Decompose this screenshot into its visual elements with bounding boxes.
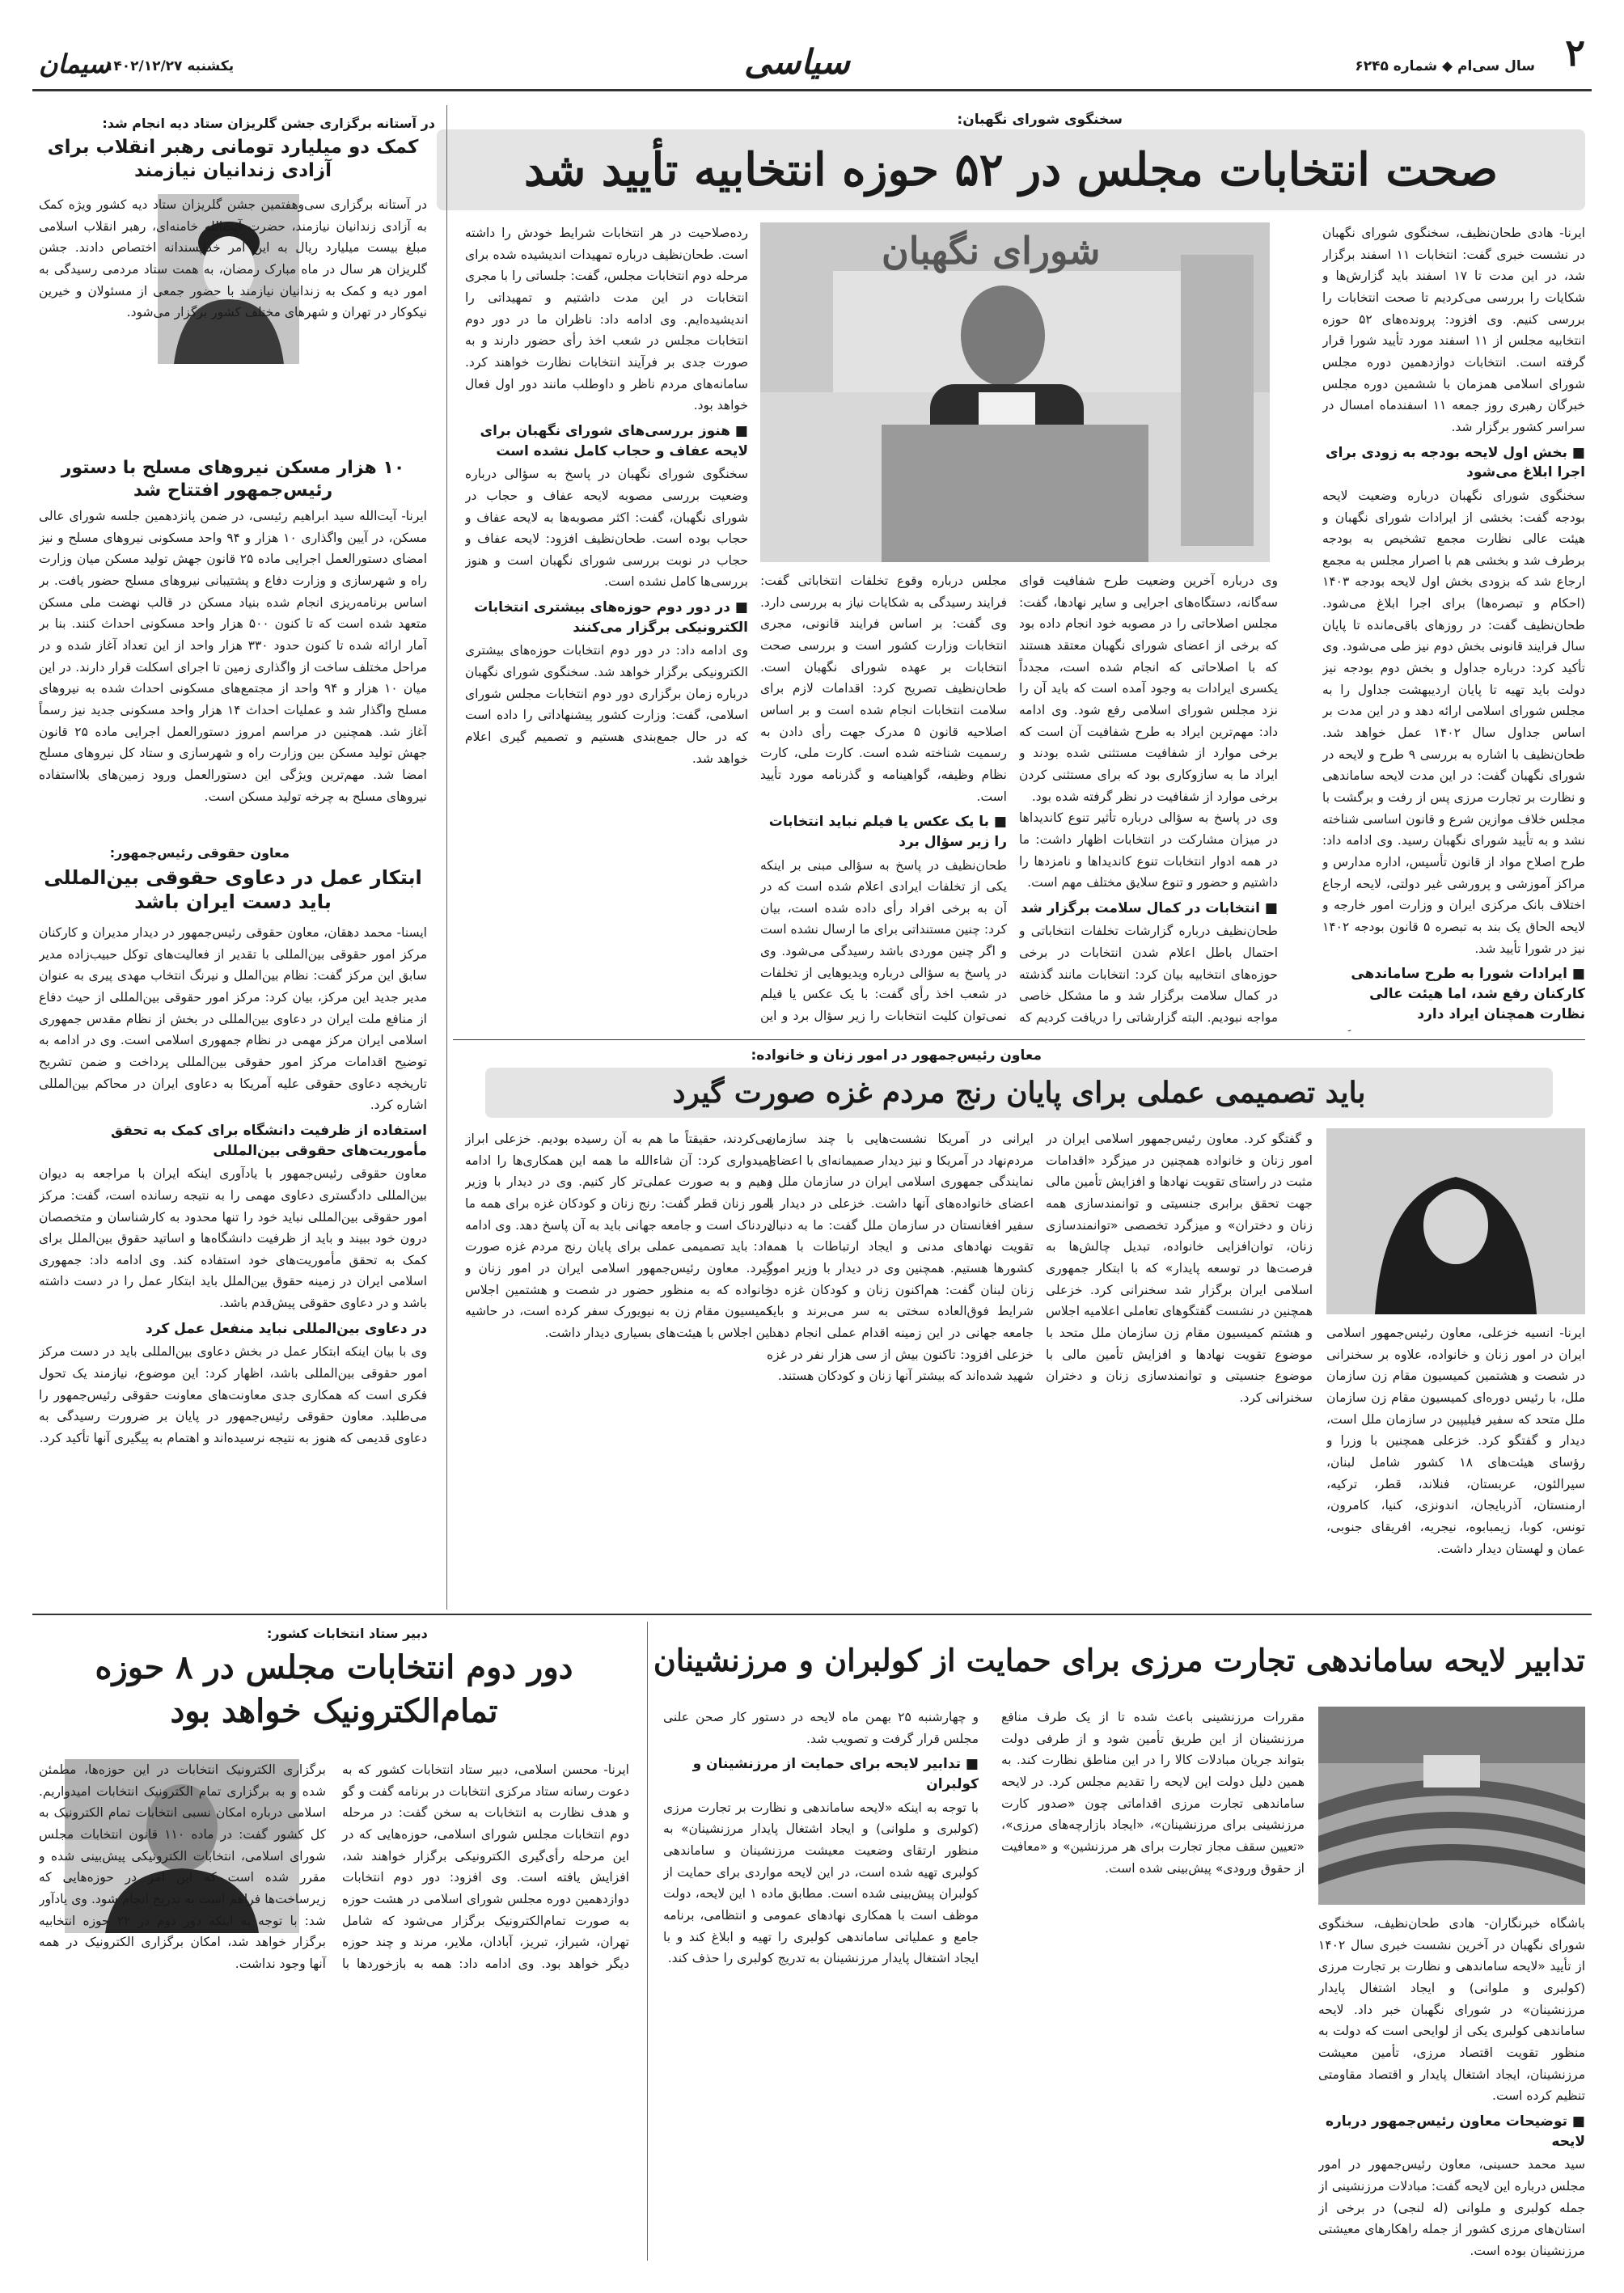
left-mid-headline: ابتکار عمل در دعاوی حقوقی بین‌المللی باید دست ایران باشد	[44, 866, 422, 913]
left-bottom-kicker: دبیر ستاد انتخابات کشور:	[267, 1626, 428, 1641]
women-story-top-rule	[453, 1039, 1585, 1040]
main-col1-text-3	[1322, 1026, 1585, 1031]
main-kicker: سخنگوی شورای نگهبان:	[957, 112, 1123, 128]
main-column-4	[465, 222, 748, 1031]
bottom-right-headline: تدابیر لایحه ساماندهی تجارت مرزی برای حمایت از کولبران و مرزنشینان	[653, 1642, 1585, 1678]
issue-info: سال سی‌ام ◆ شماره ۶۲۴۵	[1355, 58, 1535, 74]
parliament-photo-illustration	[1318, 1707, 1585, 1905]
main-col3-subhead-1-text: با یک عکس یا فیلم نباید انتخابات را زیر سؤال برد	[768, 814, 1007, 850]
left-bottom-body: ایرنا- محسن اسلامی، دبیر ستاد انتخابات کشور که به دعوت رسانه ستاد مرکزی انتخابات در برنامه گفت و گو و هدف نظارت به انتخابات به سخن گفت: در مرحله دوم انتخابات مجلس شورای اسلامی، حوزه‌هایی که در این مرحله رأی‌گیری الکترونیکی برگزار خواهند شد، افزایش یافته است. وی افزود: دور دوم انتخابات دوازدهمین دوره مجلس شورای اسلامی در هشت حوزه به صورت تمام‌الکترونیک برگزار می‌شود که شامل تهران، شیراز، تبریز، آبادان، ملایر، مرند و چند حوزه دیگر خواهد بود. وی ادامه داد: همه به بازخوردها با برگزاری الکترونیک انتخابات در این حوزه‌ها، مطمئن شده و به برگزاری تمام الکترونیک انتخابات امیدواریم. اسلامی درباره امکان نسبی انتخابات تمام الکترونیک به کل کشور گفت: در ماده ۱۱۰ قانون انتخابات مجلس شورای اسلامی، انتخابات الکترونیکی پیش‌بینی شده و مقرر شده است که این امر در حوزه‌هایی که زیرساخت‌ها فراهم است به تدریج انجام شود. وی یادآور شد: با توجه به اینکه دور دوم در ۲۲ حوزه انتخابیه برگزار خواهد شد، امکان برگزاری الکترونیک در همه آنها وجود نداشت.	[39, 1762, 629, 1971]
bottom-right-col1-text: مقررات مرزنشینی باعث شده تا از یک طرف منافع مرزنشینان از این طریق تأمین شود و از طرفی دولت بتواند جریان مبادلات کالا را در این مناطق نظارت کند. به همین دلیل دولت این لایحه را تقدیم مجلس کرد. در لایحه ساماندهی تجارت مرزی اقداماتی چون «صدور کارت مرزنشینی برای مرزنشینان»، «ایجاد بازارچه‌های مرزی»، «تعیین سقف مجاز تجارت برای هر مرزنشین» و «معافیت از حقوق ورودی» پیش‌بینی شده است.	[1001, 1710, 1305, 1876]
main-headline: صحت انتخابات مجلس در ۵۲ حوزه انتخابیه تأیید شد	[523, 143, 1499, 197]
header-rule	[32, 89, 1592, 91]
women-col-1	[1046, 1128, 1313, 1601]
main-column-2	[1019, 570, 1278, 1031]
left-bottom-body-block	[39, 1759, 629, 2261]
parliament-subcaption: ■ توضیحات معاون رئیس‌جمهور درباره لایحه	[1325, 2113, 1585, 2150]
women-col3-text: می‌کردند، حقیقتاً ما هم به آن رسیده بودیم. خزعلی ابراز امیدواری کرد: آن شاءالله ما همه این همکاری‌ها را ادامه دهیم و به صورت عملی‌تر کار کنیم. وی در دیدار با وزیر امور زنان قطر گفت: رنج زنان و کودکان غزه برای همه ما دردناک است و جامعه جهانی باید به آن پاسخ دهد. وی ادامه داد: باید تصمیمی عملی برای پایان رنج مردم غزه صورت گیرد. معاون رئیس‌جمهور اسلامی ایران در امور زنان و خانواده که به منظور حضور در شصت و هشتمین اجلاس کمیسیون مقام زن به نیویورک سفر کرده است، در حاشیه این اجلاس با هیئت‌های بسیاری دیدار داشت.	[465, 1132, 772, 1340]
main-col4-text-3: وی ادامه داد: در دور دوم انتخابات حوزه‌های بیشتری الکترونیکی برگزار خواهد شد. سخنگوی شورای نگهبان درباره زمان برگزاری دور دوم انتخابات مجلس شورای اسلامی، گفت: وزارت کشور پیشنهاداتی را داده است که در حال جمع‌بندی هستیم و تصمیم گیری اعلام خواهد شد.	[465, 643, 748, 766]
left-top-body-2: ایرنا- آیت‌الله سید ابراهیم رئیسی، در ضمن پانزدهمین جلسه شورای عالی مسکن، در آیین واگذاری ۱۰ هزار و ۹۴ واحد مسکونی نیروهای مسلح و نیز امضای دستورالعمل اجرایی ماده ۲۵ قانون جهش تولید مسکن میان وزارت راه و شهرسازی و وزارت دفاع و پشتیبانی نیروهای مسلح حضور یافت. بر اساس برنامه‌ریزی انجام شده بنیاد مسکن در قالب نهضت ملی مسکن متعهد شده است که تا کنون ۵۰۰ هزار واحد مسکونی احداث کنند. بنا بر آمار ارائه شده تا کنون حدود ۳۳۰ هزار واحد از این تعداد آغاز شده و در مراحل مختلف ساخت از واگذاری زمین تا اجرای اسکلت قرار دارند. در این میان ۱۰ هزار و ۹۴ واحد از مجتمع‌های مسکونی احداث شده به نیروهای مسلح واگذار شد و عملیات احداث ۱۴ هزار واحد مسکونی جدید نیز رسماً آغاز شد. همچنین در مراسم امروز دستورالعمل اجرایی ماده ۲۵ قانون جهش تولید مسکن بین وزارت راه و شهرسازی و ستاد کل نیروهای مسلح امضا شد. مهم‌ترین ویژگی این دستورالعمل ورود زمین‌های بلااستفاده نیروهای مسلح به چرخه تولید مسکن است.	[39, 509, 427, 804]
bottom-section-rule	[32, 1614, 1592, 1615]
bottom-column-divider	[647, 1622, 648, 2261]
left-top-kicker: در آستانه برگزاری جشن گلریزان ستاد دیه انجام شد:	[102, 116, 435, 131]
main-col2-text-3: طحان‌نظیف درباره گزارشات تخلفات انتخاباتی و احتمال باطل اعلام شدن انتخابات در برخی حوزه‌های انتخابیه بیان کرد: انتخابات مانند گذشته در کمال سلامت برگزار شد و ما مشکل خاصی مواجه نبودیم. البته گزارشاتی را دریافت کردیم که	[1019, 924, 1278, 1026]
main-col1-subhead-1-text: بخش اول لایحه بودجه به زودی برای اجرا ابلاغ می‌شود	[1326, 444, 1585, 481]
bottom-right-col2-body: با توجه به اینکه «لایحه ساماندهی و نظارت بر تجارت مرزی (کولبری و ملوانی) و ایجاد اشتغال پایدار مرزنشینان» به منظور ارتقای وضعیت معیشت مرزنشینان و ساماندهی کولبری تهیه شده است، در این لایحه مواردی برای حمایت از کولبران پیش‌بینی شده است. مطابق ماده ۱ این لایحه، دولت موظف است با همکاری نهادهای عمومی و انتظامی، برنامه جامع و عملیاتی ساماندهی کولبری را تهیه و ابلاغ کند و با ایجاد اشتغال پایدار مرزنشینان به تدریج کولبری را حذف کند.	[663, 1800, 979, 1966]
main-col3-text: مجلس درباره وقوع تخلفات انتخاباتی گفت: فرایند رسیدگی به شکایات نیاز به بررسی دارد. وی گفت: بر اساس فرایند قانونی، مجری انتخابات وزارت کشور است و بررسی صحت انتخابات بر عهده شورای نگهبان است. طحان‌نظیف تصریح کرد: اقدامات لازم برای سلامت انتخابات انجام شده است و بر اساس اصلاحیه قانون ۵ مدرک جهت رأی دادن به رسمیت شناخته شده است. کارت ملی، کارت نظام وظیفه، گواهینامه و گذرنامه مورد تأیید است.	[760, 573, 1007, 804]
main-column-1	[1322, 222, 1585, 1031]
page-number: ۲	[1565, 31, 1585, 74]
left-top-body: در آستانه برگزاری سی‌وهفتمین جشن گلریزان ستاد دیه کشور ویژه کمک به آزادی زندانیان نیازمند، حضرت آیت‌الله خامنه‌ای، رهبر انقلاب اسلامی مبلغ بیست میلیارد ریال به این امر خداپسندانه اختصاص دادند. جشن گلریزان هر سال در ماه مبارک رمضان، به همت ستاد مردمی رسیدگی به امور دیه و کمک به زندانیان نیازمند با حضور جمعی از مسئولان و خیرین نیکوکار در تهران و شهرهای مختلف کشور برگزار می‌شود.	[39, 197, 427, 320]
left-top-body-2-block	[39, 506, 427, 825]
parliament-caption-block	[1318, 1913, 1585, 2261]
main-col4-subhead-2: ■ در دور دوم حوزه‌های بیشتری انتخابات الکترونیکی برگزار می‌کنند	[474, 599, 748, 636]
women-kicker: معاون رئیس‌جمهور در امور زنان و خانواده:	[751, 1047, 1042, 1064]
spokesman-photo-illustration	[760, 222, 1270, 562]
main-column-3	[760, 570, 1007, 1031]
main-col4-subhead-1-text: هنوز بررسی‌های شورای نگهبان برای لایحه عفاف و حجاب کامل نشده است	[480, 422, 748, 459]
main-col2-subhead-1: ■ انتخابات در کمال سلامت برگزار شد	[1021, 899, 1278, 916]
spokesman-photo	[760, 222, 1270, 562]
khazali-photo	[1326, 1128, 1585, 1314]
column-divider	[446, 105, 447, 1610]
main-col4-text: رده‌صلاحیت در هر انتخابات شرایط خودش را داشته است. طحان‌نظیف درباره تمهیدات اندیشیده شده برای مرحله دوم انتخابات مجلس، گفت: جلساتی را با مجری انتخابات در این مدت داشتیم و تمهیداتی را اندیشیده‌ایم. وی ادامه داد: ناظران ما در دور دوم انتخابات مجلس در شعب اخذ رأی حضور دارند و به صورت جدی بر فرآیند انتخابات نظارت خواهند کرد. سامانه‌های مردم ناظر و داوطلب مانند دور اول فعال خواهد بود.	[465, 226, 748, 413]
issue-date: یکشنبه ۱۴۰۲/۱۲/۲۷	[105, 58, 235, 74]
women-col-2	[767, 1128, 1034, 1601]
main-col3-subhead-1: ■ با یک عکس یا فیلم نباید انتخابات را زیر سؤال برد	[768, 814, 1007, 850]
left-mid-body: ایسنا- محمد دهقان، معاون حقوقی رئیس‌جمهور در دیدار مدیران و کارکنان مرکز امور حقوقی بین‌المللی با تقدیر از فعالیت‌های توکل حبیب‌زاده مدیر سابق این مرکز گفت: نظام بین‌الملل و نیرنگ انتخاب مهدی پیری به عنوان مدیر جدید این مرکز، بیان کرد: مرکز امور حقوقی بین‌المللی از حیث دفاع از منافع ملت ایران در دعاوی بین‌المللی در بخش از نظام مقدس جمهوری اسلامی ایران مرکز مهمی در نظام جمهوری اسلامی است. وی در ادامه به توضیح اقدامات مرکز امور حقوقی بین‌المللی پرداخت و ضمن تشریح تاریخچه دعاوی حقوقی علیه آمریکا به دعاوی ایران در محاکم بین‌المللی اشاره کرد.	[39, 925, 427, 1113]
left-bottom-headline: دور دوم انتخابات مجلس در ۸ حوزه تمام‌الکترونیک خواهد بود	[95, 1648, 573, 1730]
main-col2-text: وی درباره آخرین وضعیت طرح شفافیت قوای سه‌گانه، دستگاه‌های اجرایی و سایر نهادها، گفت: مجلس اصلاحاتی را در مصوبه خود انجام داده بود که برخی از اعضای شورای نگهبان معتقد هستند که با اصلاحاتی که انجام شده است، مجدداً یکسری ایرادات به وجود آمده است که باید آن را نزد مجلس شورای اسلامی رفع شود. وی ادامه داد: مهم‌ترین ایراد به طرح شفافیت آن است که برخی موارد از شفافیت مستثنی شده بودند و ایراد ما به سازوکاری بود که برای مستثنی کردن برخی موارد از شفافیت در نظر گرفته شده بود.	[1019, 573, 1278, 804]
parliament-subcaption-text: توضیحات معاون رئیس‌جمهور درباره لایحه	[1325, 2113, 1585, 2150]
parliament-caption-2: سید محمد حسینی، معاون رئیس‌جمهور در امور مجلس درباره این لایحه گفت: مبادلات مرزنشینی از جمله کولبری و ملوانی (له لنجی) در برخی از استان‌های مرزی کشور از جمله راهکارهای معیشتی مرزنشینان بوده است.	[1318, 2157, 1585, 2258]
women-headline-bar	[485, 1068, 1553, 1118]
main-col2-text-2: وی در پاسخ به سؤالی درباره تأثیر تنوع کاندیداها در میزان مشارکت در انتخابات اظهار داشت: ما در همه ادوار انتخابات تنوع کاندیداها و نامزدها را داشتیم و حضور و تنوع سلایق مختلف مهم است.	[1019, 810, 1278, 891]
photo-wall-text: شورای نگهبان	[882, 229, 1101, 273]
section-title: سیاسی	[744, 42, 850, 82]
left-mid-subhead-1: استفاده از ظرفیت دانشگاه برای کمک به تحقق مأموریت‌های حقوقی بین‌المللی	[110, 1122, 427, 1159]
left-mid-kicker: معاون حقوقی رئیس‌جمهور:	[109, 845, 290, 861]
left-mid-body-3: وی با بیان اینکه ابتکار عمل در بخش دعاوی بین‌المللی باید در دست مرکز امور حقوقی بین‌المللی باشد، اظهار کرد: این موضوع، نیازمند یک تحول فکری است که همکاری جدی معاونت‌های معاونت حقوقی رئیس‌جمهور را می‌طلبد. معاون حقوقی رئیس‌جمهور در پایان بر ضرورت رسیدگی به دعاوی قدیمی که هنوز به نتیجه نرسیده‌اند و اهتمام به پیگیری آنها تأکید کرد.	[39, 1344, 427, 1446]
left-mid-subhead-2: در دعاوی بین‌المللی نباید منفعل عمل کرد	[146, 1320, 427, 1337]
parliament-photo	[1318, 1707, 1585, 1905]
women-col2-text: ایرانی در آمریکا نشست‌هایی با چند سازمان مردم‌نهاد در آمریکا و نیز دیدار صمیمانه‌ای با اعضای نمایندگی جمهوری اسلامی ایران در سازمان ملل و اعضای خانواده‌های آنها داشت. خزعلی در دیدار با سفیر افغانستان در سازمان ملل گفت: ما به دنبال تقویت نهادهای مدنی و ایجاد ارتباطات با همه کشورها هستیم. همچنین وی در دیدار با وزیر امور زنان لبنان گفت: هم‌اکنون زنان و کودکان غزه در شرایط فوق‌العاده سختی به سر می‌برند و باید جامعه جهانی در این زمینه اقدام عملی انجام دهد. خزعلی افزود: تاکنون بیش از سی هزار نفر در غزه شهید شده‌اند که بیشتر آنها زنان و کودکان هستند.	[767, 1132, 1034, 1384]
khazali-photo-illustration	[1326, 1128, 1585, 1314]
main-col3-text-2: طحان‌نظیف در پاسخ به سؤالی مبنی بر اینکه یکی از تخلفات ایرادی اعلام شده است که در آن به برخی افراد رأی داده شده است، بیان کرد: چنین مستنداتی برای ما ارسال نشده است و اگر چنین موردی باشد رسیدگی می‌شود. وی در پاسخ به سؤالی درباره ویدیوهایی از تخلفات در شعب اخذ رأی گفت: با یک عکس یا فیلم نمی‌توان کلیت انتخابات را زیر سؤال برد و این	[760, 857, 1007, 1024]
bottom-right-col2-subhead-text: تدابیر لایحه برای حمایت از مرزنشینان و کولبران	[692, 1756, 979, 1792]
khazali-caption-block	[1326, 1322, 1585, 1601]
main-col4-subhead-1: ■ هنوز بررسی‌های شورای نگهبان برای لایحه عفاف و حجاب کامل نشده است	[480, 422, 748, 459]
women-headline: باید تصمیمی عملی برای پایان رنج مردم غزه صورت گیرد	[672, 1076, 1366, 1110]
left-mid-body-2: معاون حقوقی رئیس‌جمهور با یادآوری اینکه ایران با مراجعه به دیوان بین‌المللی دادگستری دعاوی مهمی را به نتیجه رسانده است، گفت: مرکز امور حقوقی بین‌المللی نباید خود را تنها محدود به کارشناسان و متخصصان درون خود ببیند و باید از ظرفیت دانشگاه‌ها و اساتید حقوق بین‌الملل برای کمک به تحقق مأموریت‌های خود استفاده کند. وی ادامه داد: جمهوری اسلامی ایران در زمینه حقوق بین‌الملل باید ابتکار عمل را در دست داشته باشد و در دعاوی حقوقی پیش‌قدم باشد.	[39, 1166, 427, 1311]
main-col1-subhead-1: ■ بخش اول لایحه بودجه به زودی برای اجرا ابلاغ می‌شود	[1326, 444, 1585, 481]
main-col1-text-2: سخنگوی شورای نگهبان درباره وضعیت لایحه بودجه گفت: بخشی از ایرادات شورای نگهبان و هیئت عالی نظارت مجمع تشخیص به بودجه برطرف شد و بخشی هم با اصرار مجلس به مجمع ارجاع شد که بزودی بخش اول لایحه بودجه ۱۴۰۳ (احکام و تبصره‌ها) برای اجرا ابلاغ می‌شود. طحان‌نظیف گفت: در روزهای باقی‌مانده تا پایان سال فرایند قانونی بخش دوم نیز طی می‌شود. وی تأکید کرد: درباره جداول و بخش دوم بودجه نیز دولت باید تهیه تا پایان اردیبهشت جداول را به مجلس شورای اسلامی ارائه دهد و در این مدت بر اساس جداول سال ۱۴۰۲ عمل خواهد شد. طحان‌نظیف با اشاره به بررسی ۹ طرح و لایحه در شورای نگهبان گفت: در این مدت لایحه ساماندهی و نظارت بر تجارت مرزی پس از رفت و برگشت با مجلس خلاف موازین شرع و قانون اساسی شناخته نشد و به تأیید شورای نگهبان رسید. وی ادامه داد: طرح اصلاح مواد از قانون تأسیس، اداره مدارس و مراکز آموزشی و پرورشی غیر دولتی، لایحه ارجاع اختلاف بانک مرکزی ایران و وزارت امور خارجه و لایحه الحاق یک بند به تبصره ۵ قانون بودجه ۱۴۰۲ نیز در شورا تأیید شد.	[1322, 488, 1585, 956]
bottom-right-col2-text: و چهارشنبه ۲۵ بهمن ماه لایحه در دستور کار صحن علنی مجلس قرار گرفت و تصویب شد.	[663, 1710, 979, 1746]
left-mid-body-block	[39, 922, 427, 1601]
bottom-right-col-2	[663, 1707, 979, 2261]
khazali-caption: ایرنا- انسیه خزعلی، معاون رئیس‌جمهور اسلامی ایران در امور زنان و خانواده، علاوه بر سخنرانی در شصت و هشتمین کمیسیون مقام زن سازمان ملل، با رئیس دوره‌ای کمیسیون مقام زن سازمان ملل متحد که سفیر فیلیپین در سازمان ملل است، دیدار و گفتگو کرد. خزعلی همچنین با وزرا و رؤسای هیئت‌های ۱۸ کشور شامل لبنان، سیرالئون، عربستان، فنلاند، قطر، ترکیه، ارمنستان، آذربایجان، اندونزی، کنیا، کامرون، تونس، کوبا، زیمبابوه، نیجریه، افریقای جنوبی، عمان و لهستان دیدار داشت.	[1326, 1326, 1585, 1556]
main-col1-subhead-2: ■ ایرادات شورا به طرح ساماندهی کارکنان رفع شد، اما هیئت عالی نظارت همچنان ایراد دارد	[1351, 966, 1585, 1022]
left-top-headline-2: ۱۰ هزار مسکن نیروهای مسلح با دستور رئیس‌جمهور افتتاح شد	[61, 458, 405, 501]
main-col1-subhead-2-text: ایرادات شورا به طرح ساماندهی کارکنان رفع شد، اما هیئت عالی نظارت همچنان ایراد دارد	[1351, 966, 1585, 1022]
main-col4-subhead-2-text: در دور دوم حوزه‌های بیشتری انتخابات الکترونیکی برگزار می‌کنند	[474, 599, 748, 636]
main-col2-subhead-1-text: انتخابات در کمال سلامت برگزار شد	[1021, 899, 1261, 916]
bottom-right-col2-subhead: ■ تدابیر لایحه برای حمایت از مرزنشینان و کولبران	[692, 1756, 979, 1792]
left-top-body-block	[39, 194, 427, 429]
main-col1-text: ایرنا- هادی طحان‌نظیف، سخنگوی شورای نگهبان در نشست خبری گفت: انتخابات ۱۱ اسفند برگزار شد، در این مدت تا ۱۷ اسفند باید گزارش‌ها و شکایات را بررسی می‌کردیم تا صحت انتخابات را بررسی کنیم. وی افزود: پرونده‌های ۵۲ حوزه انتخابیه مجلس از ۱۱ اسفند مورد تأیید شورا قرار گرفته است. انتخابات دوازدهمین دوره مجلس شورای اسلامی همزمان با ششمین دوره مجلس خبرگان رهبری روز جمعه ۱۱ اسفندماه امسال در سراسر کشور برگزار شد.	[1322, 226, 1585, 434]
women-col-3	[465, 1128, 772, 1601]
main-headline-bar	[437, 129, 1585, 210]
parliament-caption: باشگاه خبرنگاران- هادی طحان‌نظیف، سخنگوی شورای نگهبان در آخرین نشست خبری سال ۱۴۰۲ از تأیید «لایحه ساماندهی و نظارت بر تجارت مرزی (کولبری و ملوانی) و ایجاد اشتغال پایدار مرزنشینان» در شورای نگهبان خبر داد. لایحه ساماندهی کولبری یکی از لوایحی است که دولت به منظور تقویت اقتصاد مرزی، تأمین معیشت مرزنشینان، ایجاد اشتغال پایدار و اقتصاد مقاومتی تنظیم کرده است.	[1318, 1916, 1585, 2104]
women-col1-text: و گفتگو کرد. معاون رئیس‌جمهور اسلامی ایران در امور زنان و خانواده همچنین در میزگرد «اقدامات مثبت در راستای تقویت نهادها و افزایش تأمین مالی جهت تحقق برابری جنسیتی و توانمندسازی همه زنان و دختران» و میزگرد تخصصی «توانمندسازی زنان، توان‌افزایی خانواده، تبدیل چالش‌ها به فرصت‌ها در توسعه پایدار» که با ابتکار جمهوری اسلامی ایران برگزار شد سخنرانی کرد. خزعلی همچنین در نشست گفتگوهای تعاملی اعلامیه اجلاس و هشتم کمیسیون مقام زن سازمان ملل متحد با موضوع تقویت نهادها و افزایش تأمین مالی با موضوع جنسیتی و توانمندسازی زنان و دختران سخنرانی کرد.	[1046, 1132, 1313, 1405]
left-top-headline: کمک دو میلیارد تومانی رهبر انقلاب برای آزادی زندانیان نیازمند	[47, 137, 419, 181]
bottom-right-col-1	[1001, 1707, 1305, 2261]
main-col4-text-2: سخنگوی شورای نگهبان در پاسخ به سؤالی درباره وضعیت بررسی مصوبه لایحه عفاف و حجاب در شورای نگهبان، گفت: اکثر مصوبه‌ها به لایحه عفاف و حجاب بوده است. طحان‌نظیف افزود: لایحه عفاف و حجاب در نوبت بررسی شورای نگهبان است و هنوز بررسی‌ها کامل نشده است.	[465, 467, 748, 590]
newspaper-logo: سیمان	[39, 49, 111, 79]
